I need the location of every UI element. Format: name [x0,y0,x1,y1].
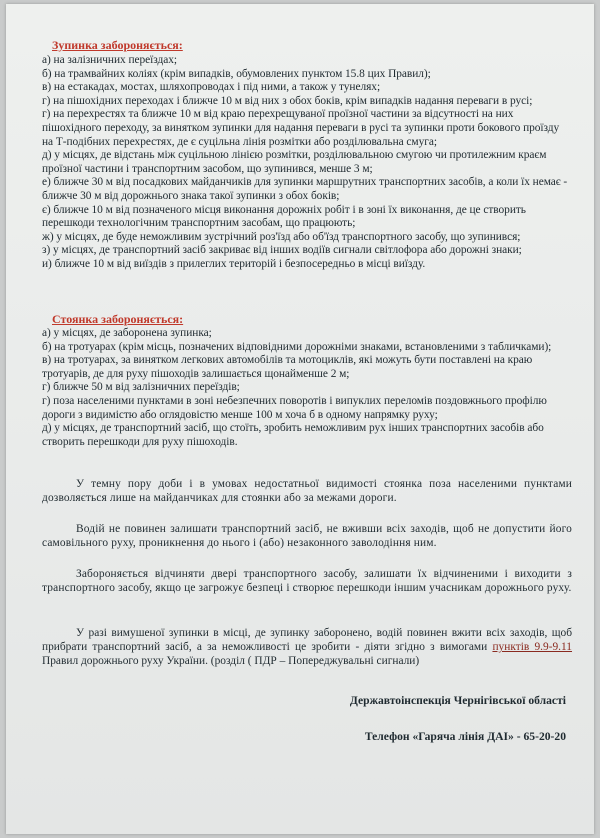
stop-item-b: б) на трамвайних коліях (крім випадків, обумовлених пунктом 15.8 цих Правил); [42,67,431,80]
signature-phone: Телефон «Гаряча лінія ДАІ» - 65-20-20 [364,730,566,743]
stop-item-zh: ж) у місцях, де буде неможливим зустрічний роз'їзд або об'їзд транспортного засобу, що зупинився; [42,230,521,243]
paragraph-forced-stop [42,626,572,668]
stop-item-g: г) на пішохідних переходах і ближче 10 м від них з обох боків, крім випадків надання переваги в русі; [42,94,533,107]
rules-reference-link[interactable]: пунктів 9.9-9.11 [492,641,573,653]
stop-item-y: и) ближче 10 м від виїздів з прилеглих територій і безпосередньо в місці виїзду. [42,257,426,270]
stop-item-a: а) на залізничних переїздах; [42,54,178,66]
stop-heading: Зупинка забороняється: [52,38,183,52]
parking-item-g2: г) поза населеними пунктами в зоні небезпечних поворотів і випуклих переломів поздовжнього профілю дороги з видимістю або оглядовістю менше 100 м хоча б в одному напрямку руху; [42,394,547,421]
paragraph-driver-leave: Водій не повинен залишати транспортний засіб, не вживши всіх заходів, щоб не допустити його самовільного руху, проникнення до нього і (або) незаконного заволодіння ним. [42,523,572,549]
paragraph-dark-time: У темну пору доби і в умовах недостатньої видимості стоянка поза населеними пунктами дозволяється лише на майданчиках для стоянки або за межами дороги. [42,478,572,504]
parking-item-b: б) на тротуарах (крім місць, позначених відповідними дорожніми знаками, встановленими з табличками); [42,340,552,353]
stop-list [42,54,572,272]
paragraph-doors: Забороняється відчиняти двері транспортного засобу, залишати їх відчиненими і виходити з транспортного засобу, якщо це загрожує безпеці і створює перешкоди іншим учасникам дорожнього руху. [42,568,572,594]
parking-list [42,327,572,449]
forced-stop-tail: Правил дорожнього руху України. (розділ ( ПДР – Попереджувальні сигнали) [42,655,420,667]
signature-org: Державтоінспекція Чернігівської області [349,694,566,707]
forced-stop-text: У разі вимушеної зупинки в місці, де зупинку заборонено, водій повинен вжити всіх заходів, щоб прибрати транспортний засіб, а за неможливості це зробити - діяти згідно з вимогами [42,627,572,653]
stop-item-ye: є) ближче 10 м від позначеного місця виконання дорожніх робіт і в зоні їх виконання, де це створить перешкоди технологічним транспортним засобам, що працюють; [42,203,526,230]
stop-item-z: з) у місцях, де транспортний засіб закриває від інших водіїв сигнали світлофора або дорожні знаки; [42,244,522,257]
stop-item-g2: г) на перехрестях та ближче 10 м від краю перехрещуваної проїзної частини за відсутності на них пішохідного переходу, за винятком зупинки для надання переваги в русі та зупинки проти бокового проїзду на Т-подібних перехрестях, де є суцільна лінія розмітки або розділювальна смуга; [42,108,560,148]
stop-item-d: д) у місцях, де відстань між суцільною лінією розмітки, розділювальною смугою чи протилежним краєм проїзної частини і транспортним засобом, що зупинився, менше 3 м; [42,149,547,175]
parking-item-d: д) у місцях, де транспортний засіб, що стоїть, зробить неможливим рух інших транспортних засобів або створить перешкоди для руху пішоходів. [42,422,544,448]
stop-item-v: в) на естакадах, мостах, шляхопроводах і під ними, а також у тунелях; [42,81,381,94]
parking-item-a: а) у місцях, де заборонена зупинка; [42,327,212,339]
parking-item-v: в) на тротуарах, за винятком легкових автомобілів та мотоциклів, які можуть бути поставлені на краю тротуарів, де для руху пішоходів залишається щонайменше 2 м; [42,354,533,380]
document-sheet [6,4,594,834]
parking-item-g: г) ближче 50 м від залізничних переїздів; [42,381,240,394]
parking-heading: Стоянка забороняється: [52,312,184,326]
stop-item-e: е) ближче 30 м від посадкових майданчиків для зупинки маршрутних транспортних засобів, а коли їх немає - ближче 30 м від дорожнього знака такої зупинки з обох боків; [42,176,568,202]
